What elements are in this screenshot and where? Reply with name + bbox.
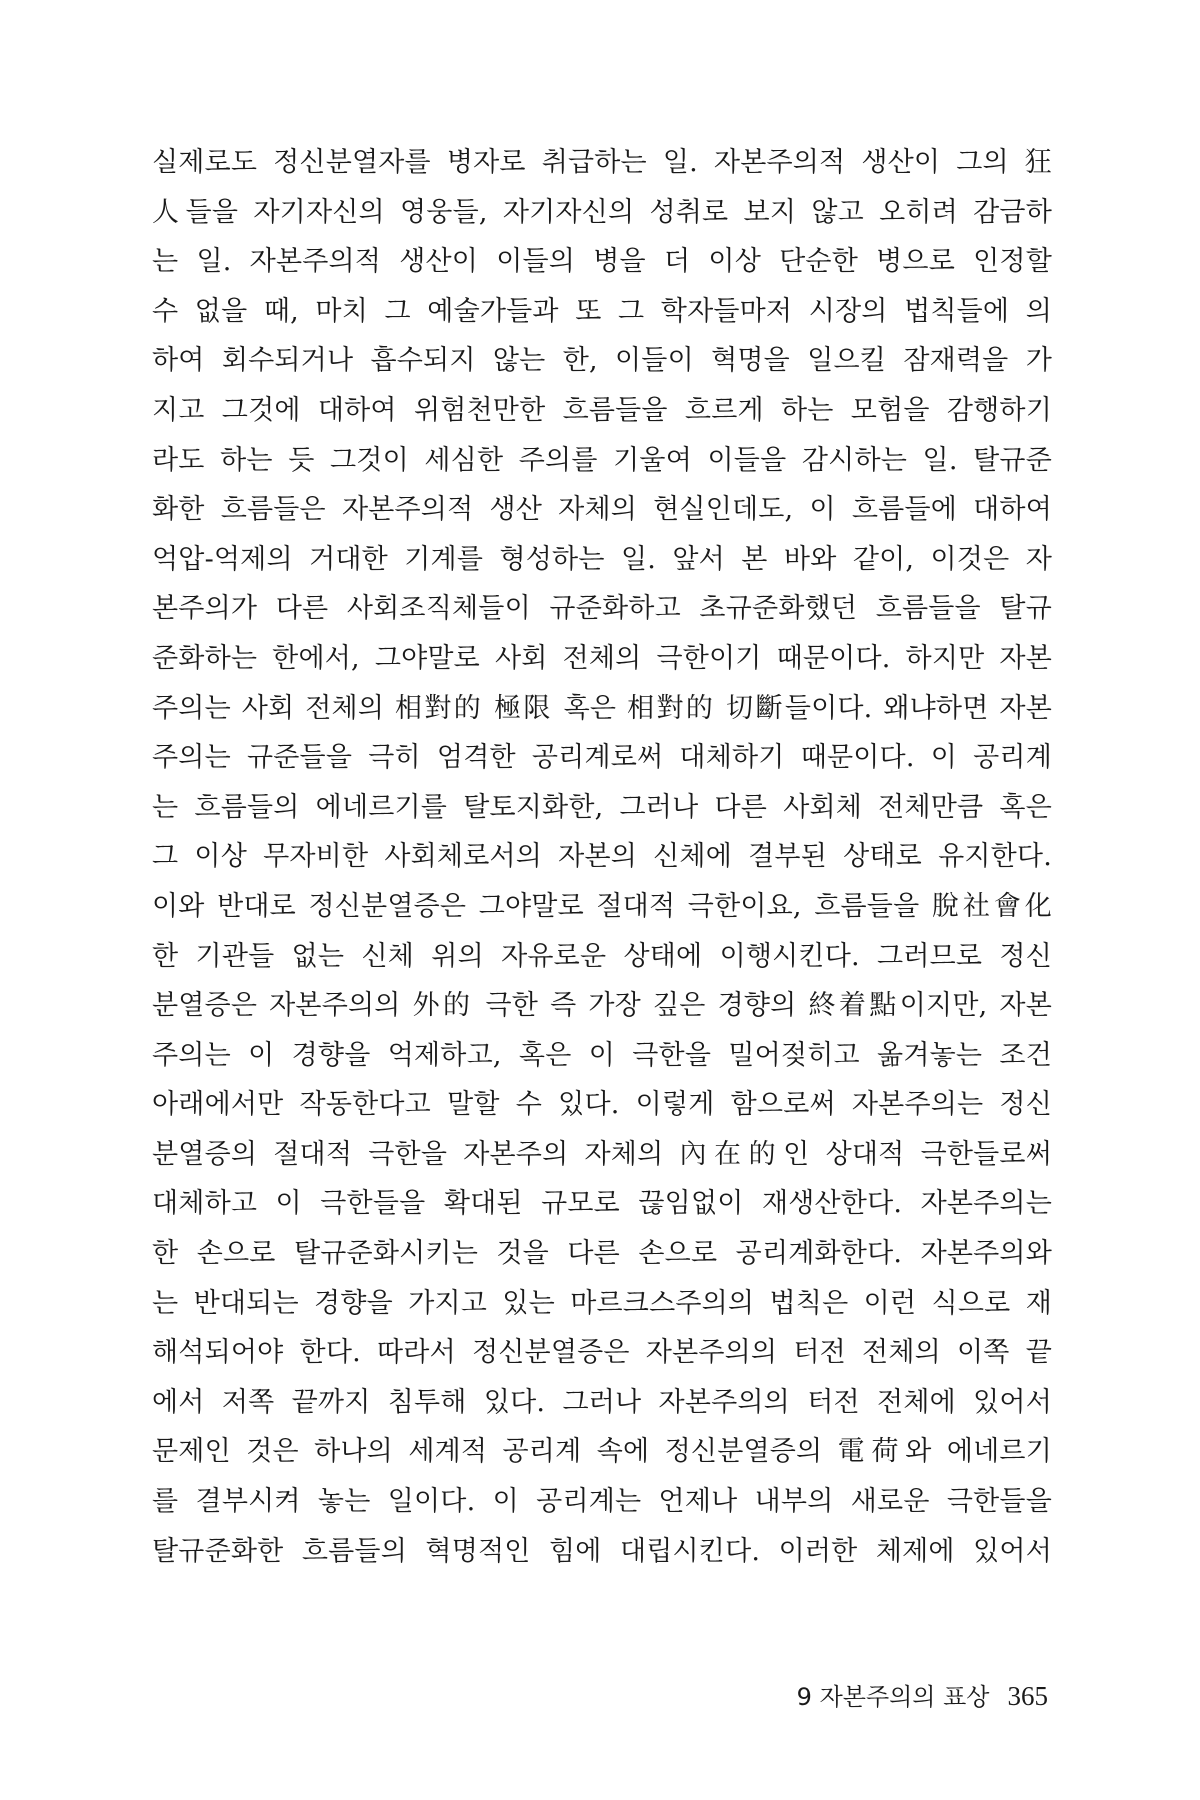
text-line: 화한 흐름들은 자본주의적 생산 자체의 현실인데도, 이 흐름들에 대하여 [152,494,1052,526]
text-line: 지고 그것에 대하여 위험천만한 흐름들을 흐르게 하는 모험을 감행하기 [152,394,1052,426]
text-line: 해석되어야 한다. 따라서 정신분열증은 자본주의의 터전 전체의 이쪽 끝 [152,1337,1052,1369]
text-line: 이와 반대로 정신분열증은 그야말로 절대적 극한이요, 흐름들을 脫社會化 [152,890,1052,922]
page-number: 365 [1007,1681,1048,1711]
text-line: 대체하고 이 극한들을 확대된 규모로 끊임없이 재생산한다. 자본주의는 [152,1188,1052,1220]
text-line: 주의는 이 경향을 억제하고, 혹은 이 극한을 밀어젖히고 옮겨놓는 조건 [152,1039,1052,1071]
text-line: 를 결부시켜 놓는 일이다. 이 공리계는 언제나 내부의 새로운 극한들을 [152,1486,1052,1518]
text-line: 억압-억제의 거대한 기계를 형성하는 일. 앞서 본 바와 같이, 이것은 자 [152,543,1052,575]
text-line: 준화하는 한에서, 그야말로 사회 전체의 극한이기 때문이다. 하지만 자본 [152,642,1052,674]
text-line: 그 이상 무자비한 사회체로서의 자본의 신체에 결부된 상태로 유지한다. [152,841,1052,873]
text-line: 한 기관들 없는 신체 위의 자유로운 상태에 이행시킨다. 그러므로 정신 [152,940,1052,972]
body-text [152,138,1052,1576]
text-line: 수 없을 때, 마치 그 예술가들과 또 그 학자들마저 시장의 법칙들에 의 [152,295,1052,327]
page-footer [797,1676,1048,1716]
text-line: 탈규준화한 흐름들의 혁명적인 힘에 대립시킨다. 이러한 체제에 있어서 [152,1535,1052,1567]
text-line: 분열증의 절대적 극한을 자본주의 자체의 內在的인 상대적 극한들로써 [152,1138,1052,1170]
text-line: 하여 회수되거나 흡수되지 않는 한, 이들이 혁명을 일으킬 잠재력을 가 [152,345,1052,377]
text-line: 아래에서만 작동한다고 말할 수 있다. 이렇게 함으로써 자본주의는 정신 [152,1089,1052,1121]
text-line: 라도 하는 듯 그것이 세심한 주의를 기울여 이들을 감시하는 일. 탈규준 [152,444,1052,476]
text-line: 는 일. 자본주의적 생산이 이들의 병을 더 이상 단순한 병으로 인정할 [152,246,1052,278]
text-line: 人들을 자기자신의 영웅들, 자기자신의 성취로 보지 않고 오히려 감금하 [152,196,1052,228]
text-line: 실제로도 정신분열자를 병자로 취급하는 일. 자본주의적 생산이 그의 狂 [152,147,1052,178]
text-line: 는 흐름들의 에네르기를 탈토지화한, 그러나 다른 사회체 전체만큼 혹은 [152,791,1052,823]
text-line: 는 반대되는 경향을 가지고 있는 마르크스주의의 법칙은 이런 식으로 재 [152,1287,1052,1319]
text-line: 에서 저쪽 끝까지 침투해 있다. 그러나 자본주의의 터전 전체에 있어서 [152,1386,1052,1418]
text-line: 본주의가 다른 사회조직체들이 규준화하고 초규준화했던 흐름들을 탈규 [152,593,1052,625]
text-line: 분열증은 자본주의의 外的 극한 즉 가장 깊은 경향의 終着點이지만, 자본 [152,990,1052,1022]
text-line: 한 손으로 탈규준화시키는 것을 다른 손으로 공리계화한다. 자본주의와 [152,1238,1052,1270]
text-line: 주의는 사회 전체의 相對的 極限 혹은 相對的 切斷들이다. 왜냐하면 자본 [152,692,1052,724]
text-line: 문제인 것은 하나의 세계적 공리계 속에 정신분열증의 電荷와 에네르기 [152,1436,1052,1468]
text-line: 주의는 규준들을 극히 엄격한 공리계로써 대체하기 때문이다. 이 공리계 [152,742,1052,774]
running-head: 9 자본주의의 표상 [796,1683,990,1711]
